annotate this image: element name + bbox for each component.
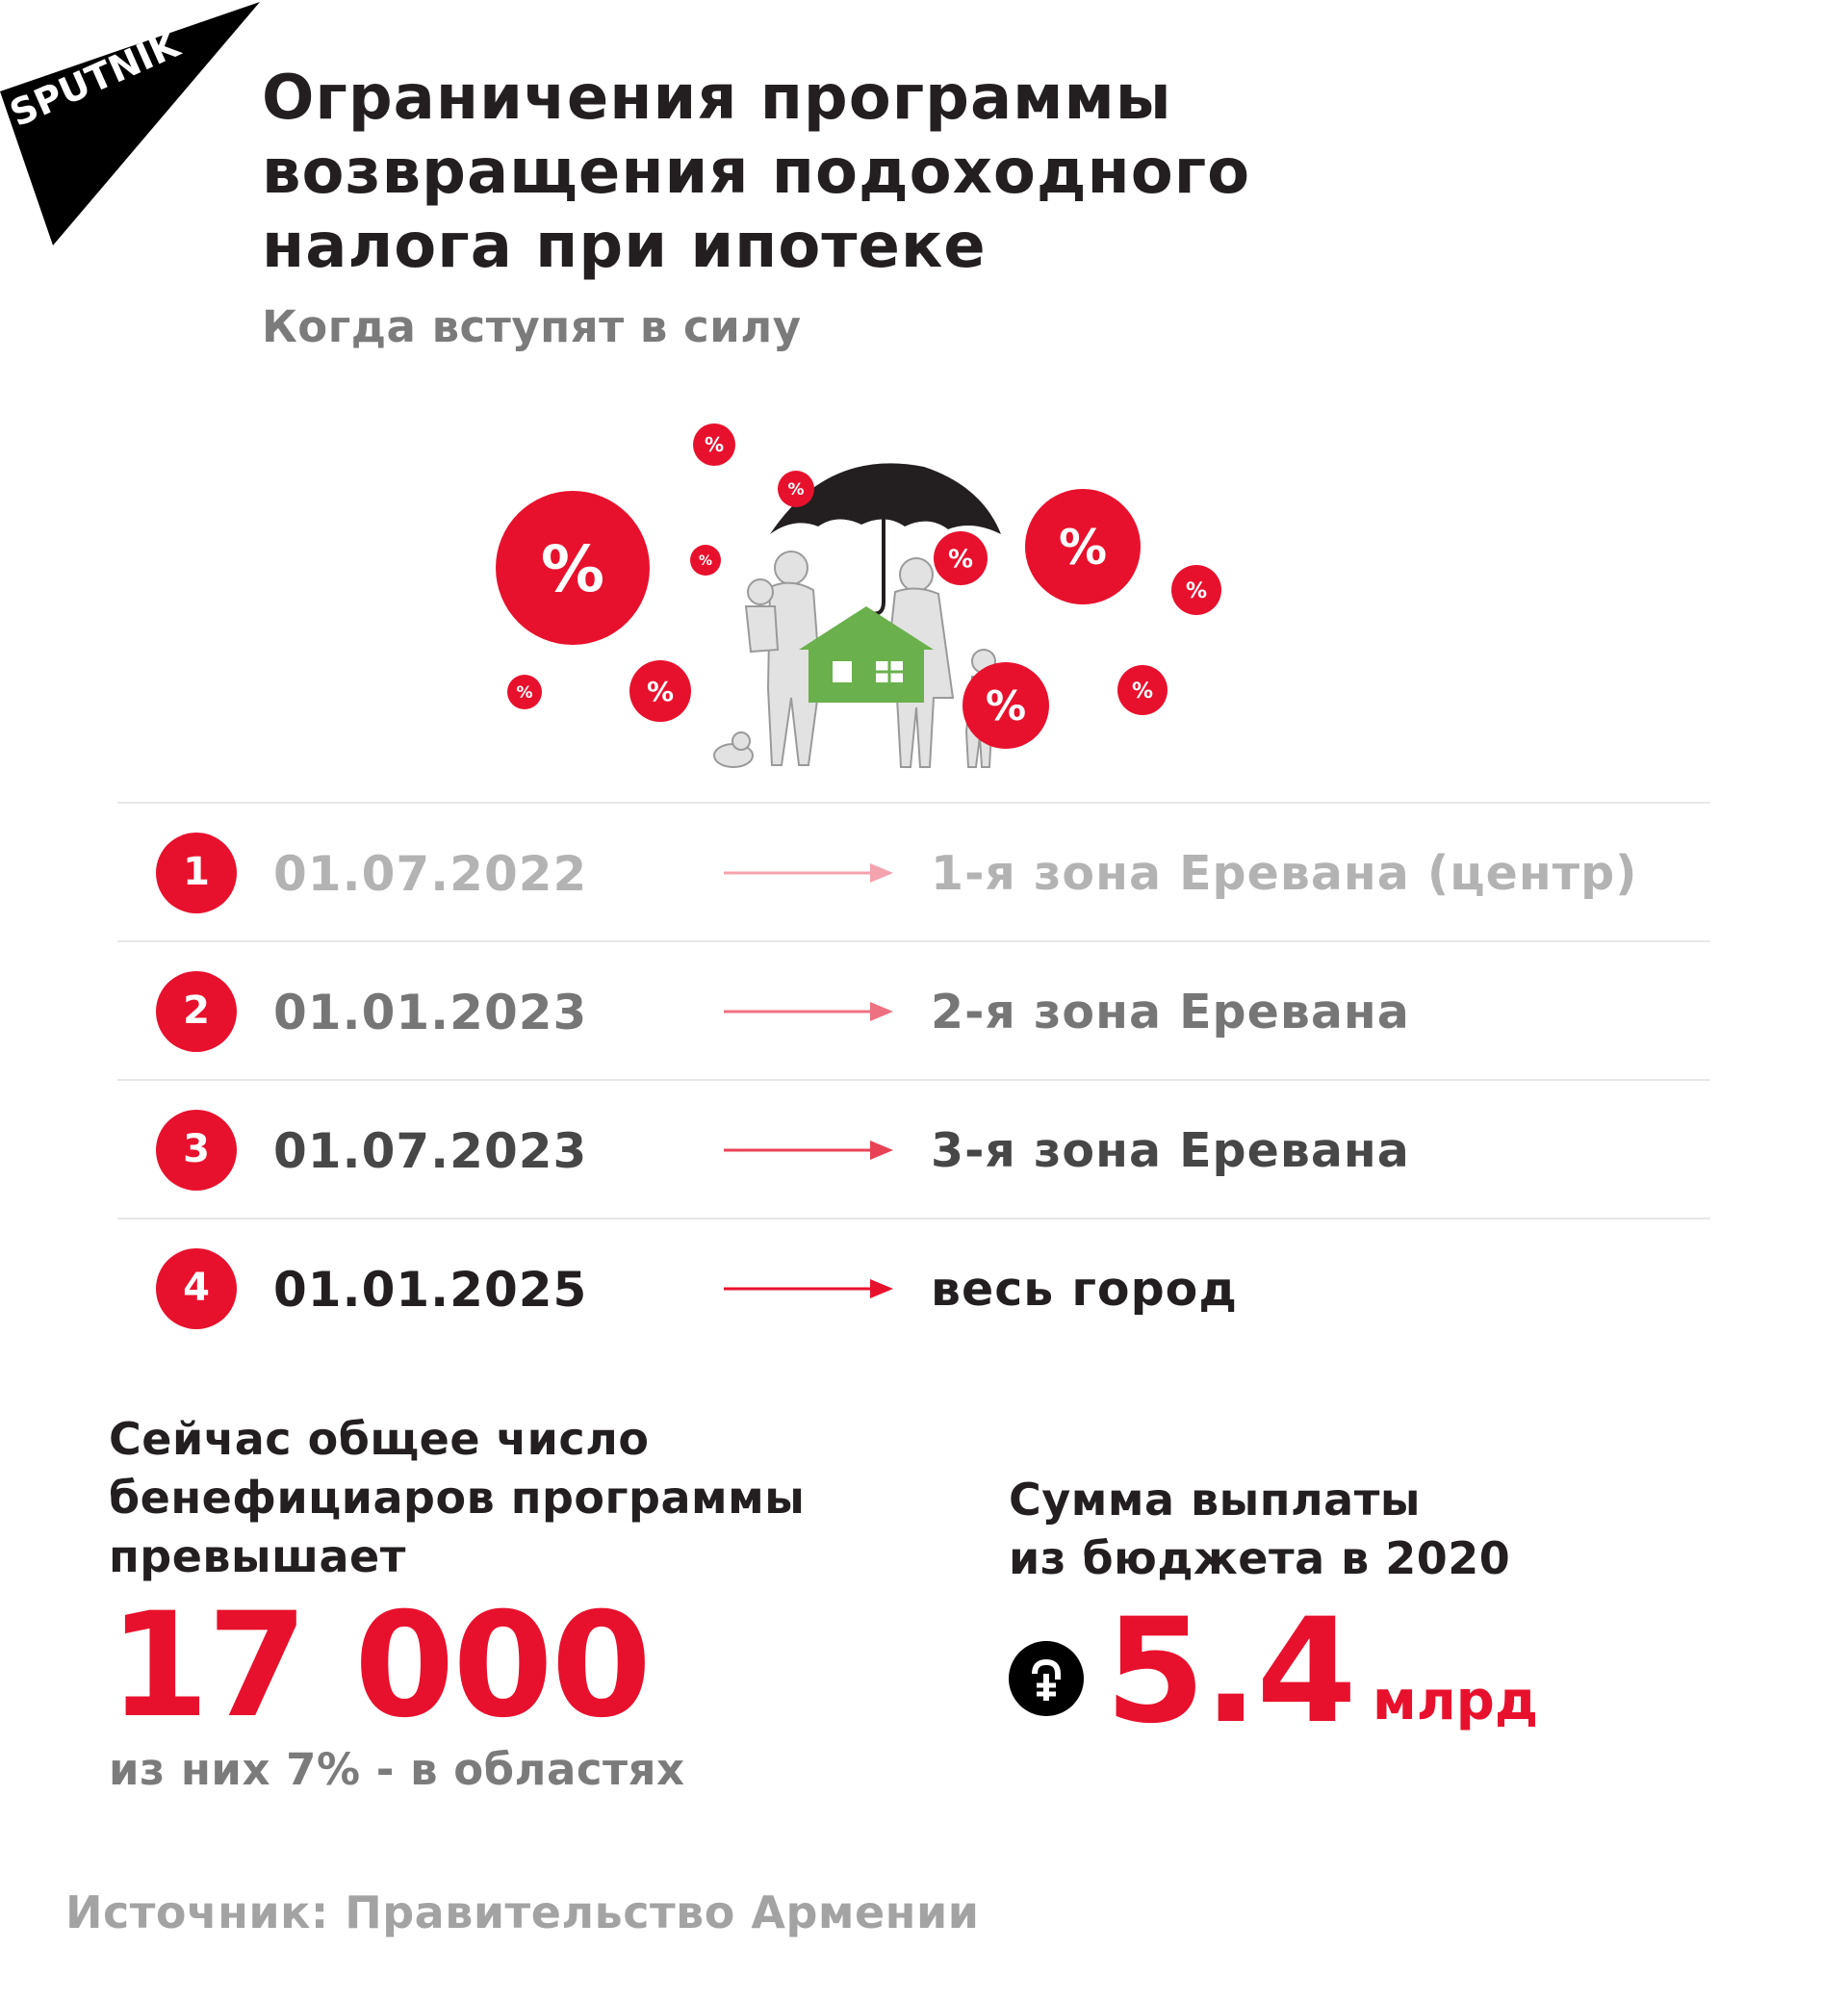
title-line: Ограничения программы: [262, 63, 1172, 134]
percent-bubble-icon: [962, 662, 1049, 749]
stat-label: [109, 1410, 927, 1586]
timeline-row: [117, 1079, 1710, 1218]
svg-text:%: %: [516, 683, 533, 704]
stat-label-line: Сумма выплаты: [1009, 1474, 1421, 1526]
stat-label-line: бенефициаров программы: [109, 1472, 806, 1524]
svg-text:%: %: [540, 531, 605, 606]
percent-bubble-icon: [690, 545, 721, 576]
arrow-right-icon: [724, 861, 897, 885]
title-line: возвращения подоходного: [262, 137, 1251, 208]
zone-label: 2-я зона Еревана: [931, 985, 1410, 1039]
page-title: [262, 62, 1513, 284]
stat-label: [1009, 1471, 1779, 1588]
timeline-row: [117, 940, 1710, 1079]
svg-text:%: %: [704, 433, 725, 457]
svg-text:%: %: [1185, 578, 1208, 603]
effective-date: 01.01.2025: [273, 1262, 588, 1318]
stat-label-line: Сейчас общее число: [109, 1413, 650, 1465]
step-number-badge: 4: [156, 1248, 237, 1329]
percent-bubble-icon: [507, 675, 542, 709]
beneficiaries-stat: [109, 1410, 927, 1795]
step-number-badge: 1: [156, 833, 237, 913]
payout-value: 5.4: [1105, 1588, 1355, 1756]
dram-icon: [1009, 1641, 1084, 1716]
svg-text:%: %: [985, 682, 1027, 731]
timeline: [117, 802, 1710, 1356]
svg-text:%: %: [698, 553, 713, 570]
stat-label-line: из бюджета в 2020: [1009, 1532, 1511, 1584]
title-line: налога при ипотеке: [262, 211, 987, 282]
percent-bubble-icon: [629, 660, 691, 722]
percent-bubble-icon: [1117, 665, 1168, 715]
percent-bubble-icon: [693, 423, 735, 466]
percent-bubble-icon: [934, 531, 988, 585]
percent-bubble-icon: [1171, 565, 1221, 615]
payout-stat: [1009, 1471, 1779, 1756]
zone-label: 3-я зона Еревана: [931, 1123, 1410, 1178]
zone-label: 1-я зона Еревана (центр): [931, 846, 1638, 901]
subtitle: Когда вступят в силу: [262, 301, 802, 352]
effective-date: 01.07.2022: [273, 846, 588, 902]
step-number-badge: 3: [156, 1110, 237, 1191]
sputnik-logo: [0, 0, 270, 250]
timeline-row: [117, 802, 1710, 940]
arrow-right-icon: [724, 1000, 897, 1023]
effective-date: 01.07.2023: [273, 1123, 588, 1179]
svg-text:%: %: [1131, 679, 1154, 704]
svg-text:%: %: [1058, 520, 1108, 576]
timeline-row: [117, 1218, 1710, 1356]
source-note: Источник: Правительство Армении: [65, 1886, 980, 1938]
beneficiaries-note: из них 7% - в областях: [109, 1744, 685, 1795]
percent-bubble-icon: [778, 471, 814, 507]
arrow-right-icon: [724, 1277, 897, 1300]
stat-label-line: превышает: [109, 1530, 406, 1582]
payout-value-row: [1009, 1588, 1779, 1756]
step-number-badge: 2: [156, 971, 237, 1052]
logo-text: SPUTNIK: [3, 22, 186, 136]
beneficiaries-value: 17 000: [109, 1582, 651, 1750]
svg-text:%: %: [787, 480, 805, 500]
svg-text:%: %: [646, 676, 675, 708]
svg-text:%: %: [947, 545, 974, 575]
arrow-right-icon: [724, 1139, 897, 1162]
family-umbrella-house-percent-icon: [481, 409, 1251, 775]
percent-bubble-icon: [496, 491, 650, 645]
payout-unit: млрд: [1373, 1670, 1539, 1732]
effective-date: 01.01.2023: [273, 985, 588, 1040]
percent-bubble-icon: [1025, 489, 1141, 604]
zone-label: весь город: [931, 1262, 1238, 1317]
